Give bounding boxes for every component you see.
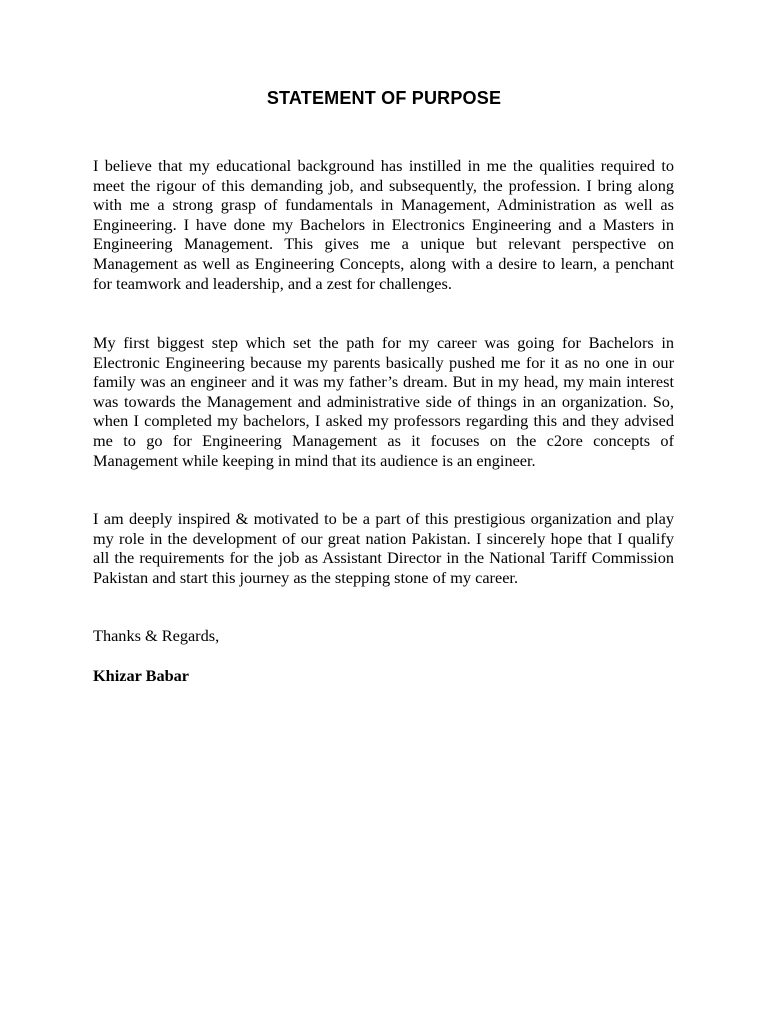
paragraph-3: I am deeply inspired & motivated to be a part of this prestigious organization and play my role in the development of our great nation Pakistan. I sincerely hope that I qualify all the requirements for the job as Assistant Director in the National Tariff Commission Pakistan and start this journey as the stepping stone of my career.: [93, 509, 674, 587]
closing-line: Thanks & Regards,: [93, 626, 220, 645]
signature-name: Khizar Babar: [93, 666, 190, 685]
document-title: STATEMENT OF PURPOSE: [266, 88, 502, 108]
paragraph-1: I believe that my educational background has instilled in me the qualities required to meet the rigour of this demanding job, and subsequently, the profession. I bring along with me a strong grasp of fundamentals in Management, Administration as well as Engineering. I have done my Bachelors in Electronics Engineering and a Masters in Engineering Management. This gives me a unique but relevant perspective on Management as well as Engineering Concepts, along with a desire to learn, a penchant for teamwork and leadership, and a zest for challenges.: [93, 156, 674, 293]
paragraph-2: My first biggest step which set the path for my career was going for Bachelors in Electronic Engineering because my parents basically pushed me for it as no one in our family was an engineer and it was my father’s dream. But in my head, my main interest was towards the Management and administrative side of things in an organization. So, when I completed my bachelors, I asked my professors regarding this and they advised me to go for Engineering Management as it focuses on the c2ore concepts of Management while keeping in mind that its audience is an engineer.: [93, 333, 674, 470]
